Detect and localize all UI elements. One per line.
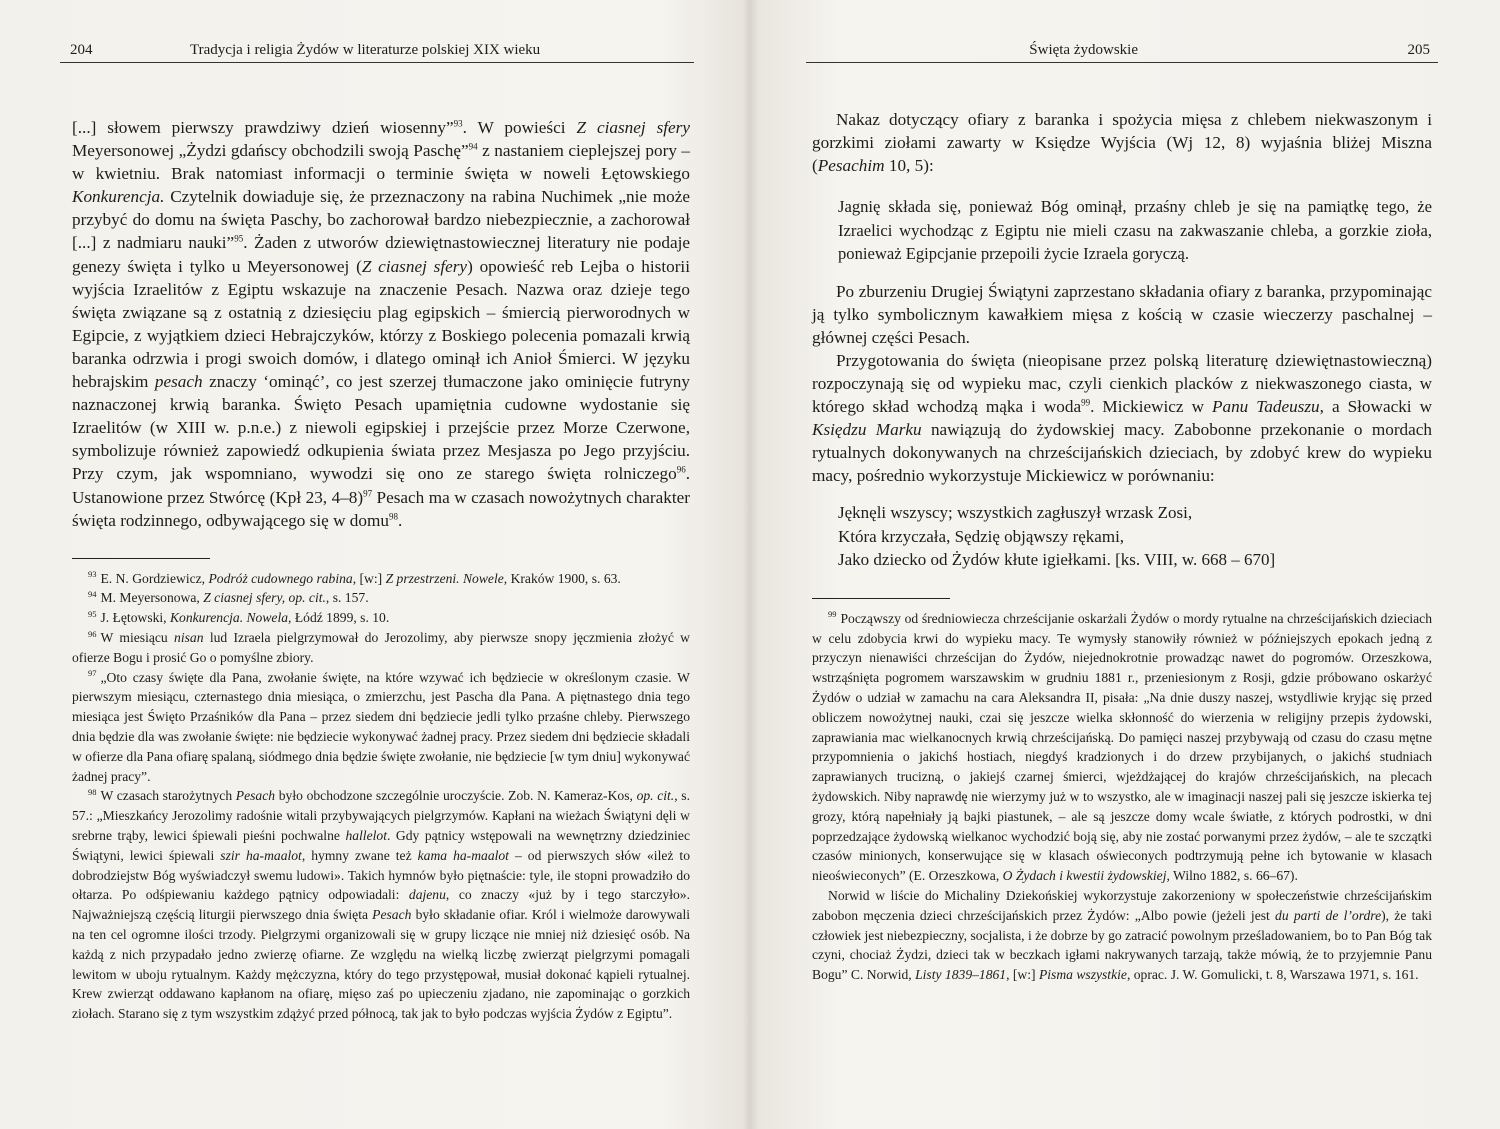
italic-text: O Żydach i kwestii żydowskiej <box>1002 868 1167 884</box>
text-run: znaczy ‘ominąć’, co jest szerzej tłumaczone jako ominięcie futryny naznaczonej krwią baranka. Święto Pesach upamiętnia cudowne wydostanie się Izraelitów (w XIII w. p.n.e.) z niewoli egipskiej i przejście przez Morze Czerwone, symbolizuje również zapowiedź odkupienia świata przez Mesjasza po Jego przyjściu. Przy czym, jak wspomniano, wywodzi się ono ze starego święta rolniczego <box>72 372 690 484</box>
page-number: 205 <box>1407 42 1430 58</box>
italic-text: nisan <box>174 630 204 646</box>
italic-text: hallelot <box>345 828 387 844</box>
italic-text: Z ciasnej sfery, op. cit. <box>203 590 326 606</box>
text-run: . W powieści <box>462 118 577 137</box>
footnote-separator <box>812 598 950 599</box>
italic-text: Pesachim <box>817 156 885 176</box>
text-run: . Ustanowione przez Stwórcę (Kpł 23, 4–8) <box>72 464 690 507</box>
italic-text: Pesach <box>372 907 412 923</box>
italic-text: Pesach <box>235 788 276 804</box>
footnote-number: 97 <box>88 668 97 679</box>
running-head-title: Tradycja i religia Żydów w literaturze polskiej XIX wieku <box>190 42 541 58</box>
italic-text: op. cit. <box>636 788 675 804</box>
footnote <box>72 588 690 608</box>
footnote-ref: 94 <box>468 141 478 152</box>
italic-text: pesach <box>154 372 203 392</box>
text-run: W czasach starożytnych <box>100 788 236 804</box>
text-run: z nastaniem cieplejszej pory – w kwietniu. Brak natomiast informacji o terminie święta w noweli Łętowskiego <box>72 141 690 184</box>
text-run: , Wilno 1882, s. 66–67). <box>1166 868 1298 884</box>
text-run: ) opowieść reb Lejba o historii wyjścia Izraelitów z Egiptu wskazuje na znaczenie Pesach. Nazwa oraz dzieje tego święta związane są z ostatnią z dziesięciu plag egipskich – śmiercią pierworodnych w Egipcie, z wyjątkiem dzieci Hebrajczyków, którzy z Boskiego polecenia pomazali krwią baranka odrzwia i progi swoich domów, i dlatego ominął ich Anioł Śmierci. W języku hebrajskim <box>72 256 690 392</box>
text-run: W miesiącu <box>100 630 175 646</box>
text-run: nawiązują do żydowskiej macy. Zabobonne przekonanie o mordach rytualnych dokonywanych na chrześcijańskich dzieciach, by zdobyć krew do wypieku macy, pośrednio wykorzystuje Mickiewicz w porównaniu: <box>812 420 1432 486</box>
footnote-ref: 99 <box>1081 397 1091 408</box>
italic-text: Z przestrzeni. Nowele <box>385 570 504 586</box>
italic-text: dajenu <box>408 887 446 903</box>
text-run: , s. 57.: „Mieszkańcy Jerozolimy radośnie witali przybywających pielgrzymów. Kapłani na wieżach Świątyni dęli w srebrne trąby, lewici śpiewali pieśni pochwalne <box>72 788 690 844</box>
text-run: było składanie ofiar. Król i wielmoże darowywali na ten cel ogromne ilości trzody. Pielgrzymi organizowali się w grupy liczące nie mniej niż dziesięć osób. Na każdą z nich przypadało jedno zwierzę ofiarne. Ze względu na wielką liczbę zwierząt pielgrzymi pomagali lewitom w uboju rytualnym. Każdy mężczyzna, który do tego przystępował, musiał dokonać kąpieli rytualnej. Krew zwierząt oddawano kapłanom na ofiarę, mięso zaś po upieczeniu zjadano, nie zapominając o gorzkich ziołach. Starano się z tym wszystkim zdążyć przed północą, tak jak to było podczas wyjścia Żydów z Egiptu”. <box>72 907 690 1022</box>
text-run: [...] słowem pierwszy prawdziwy dzień wiosenny” <box>72 118 454 137</box>
footnote <box>72 569 690 589</box>
italic-text: szir ha-maalot <box>220 847 302 863</box>
italic-text: kama ha-maalot <box>417 847 509 863</box>
verse-line: Jako dziecko od Żydów kłute igiełkami. [ks. VIII, w. 668 – 670] <box>838 550 1276 570</box>
footnote-ref: 93 <box>453 118 463 129</box>
footnote-number: 95 <box>88 608 97 619</box>
text-run: , Łódź 1899, s. 10. <box>288 610 390 626</box>
text-run: 10, 5): <box>884 156 934 176</box>
italic-text: Podróż cudownego rabina <box>208 570 353 586</box>
text-run: , hymny zwane też <box>301 847 418 863</box>
text-run: Przygotowania do święta (nieopisane przez polską literaturę dziewiętnastowieczną) rozpoczynają się od wypieku mac, czyli cienkich placków z niekwaszonego ciasta, w którego skład wchodzą mąka i woda <box>812 350 1432 416</box>
footnote <box>72 628 690 668</box>
text-run: lud Izraela pielgrzymował do Jerozolimy, aby pierwsze snopy jęczmienia złożyć w ofierze Bogu i prosić Go o pomyślne zbiory. <box>72 630 690 665</box>
italic-text: du parti de l’ordre <box>1275 907 1382 923</box>
text-run: , s. 157. <box>325 590 369 606</box>
footnote-number: 93 <box>88 569 97 580</box>
paragraph <box>72 116 690 532</box>
paragraph <box>812 108 1432 177</box>
text-run: Począwszy od średniowiecza chrześcijanie oskarżali Żydów o mordy rytualne na chrześcijańskich dzieciach w celu zdobycia krwi do wypieku macy. Te wymysły stanowiły również w późniejszych epokach jedną z przyczyn nienawiści chrześcijan do Żydów, niejednokrotnie prowadząc nawet do pogromów. Orzeszkowa, wstrząśnięta pogromem warszawskim w grudniu 1881 r., przeniesionym z Rosji, gdzie próbowano oskarżyć Żydów o udział w zamachu na cara Aleksandra II, pisała: „Na dnie duszy naszej, wstydliwie kryjąc się przed obliczem nowożytnej nauki, czai się jeszcze wielka skłonność do wierzenia w religijny przepis żydowski, zaprawiania mac wielkanocnych krwią chrześcijańską. Do pamięci naszej przybywają od czasu do czasu mętne przypomnienia o jakichś hostiach, niegdyś kradzionych i do drzew przybijanych, o jakichś studniach zaprawianych trucizną, o jakiejś czarnej śmierci, wjeżdżającej do krajów chrześcijańskich, na plecach żydowskich. Niby naprawdę nie wierzymy już w to wszystko, ale w imaginacji naszej pali się jeszcze iskierka tej grozy, którą napełniały ją bajki piastunek, – ale są jeszcze domy wcale światłe, z których podrostki, w dni poprzedzające żydowską wielkanoc wychodzić boją się, aby nie zostać porwanymi przez żydów, – ale te szczątki czasów minionych, konserwujące się w klasach oświeconych podtrzymują pełne ich bytowanie w klasach nieoświeconych” (E. Orzeszkowa, <box>812 610 1432 884</box>
italic-text: Panu Tadeuszu <box>1212 396 1320 416</box>
text-run: . <box>397 510 403 530</box>
footnote <box>72 608 690 628</box>
footnote-number: 98 <box>88 786 97 797</box>
paragraph <box>812 349 1432 488</box>
page-body <box>812 108 1432 985</box>
text-run: M. Meyersonowa, <box>100 590 204 606</box>
text-run: , oprac. J. W. Gomulicki, t. 8, Warszawa 1971, s. 161. <box>1126 967 1419 983</box>
italic-text: Konkurencja. <box>72 187 165 207</box>
footnotes <box>812 609 1432 985</box>
text-run: było obchodzone szczególnie uroczyście. Zob. N. Kameraz-Kos, <box>275 788 637 804</box>
italic-text: Księdzu Marku <box>812 420 922 440</box>
text-run: Pesach ma w czasach nowożytnych charakter święta rodzinnego, odbywającego się w domu <box>72 487 690 530</box>
verse-line: Która krzyczała, Sędzię objąwszy rękami, <box>838 526 1125 546</box>
italic-text: Pisma wszystkie <box>1038 967 1127 983</box>
running-head <box>806 40 1438 63</box>
footnote-number: 96 <box>88 628 97 639</box>
verse-quote <box>838 501 1432 572</box>
text-run: ), że taki człowiek jest niebezpieczny, socjalista, i że dobrze by go zatracić powolnym prześladowaniem, bo to Pan Bóg tak czyni, chociaż Żydzi, dzieci tak w beczkach igłami nakrywanych tarzają, także mówią, że to przyjemnie Panu Bogu” C. Norwid, <box>812 907 1432 983</box>
text-run: – od pierwszych słów «ileż to dobrodziejstw Bóg wyświadczył swemu ludowi». Takich hymnów było piętnaście: tyle, ile stopni prowadziło do ołtarza. Po odśpiewaniu każdego pątnicy odpowiadali: <box>72 847 691 903</box>
footnote-ref: 97 <box>363 487 373 498</box>
running-head <box>60 40 694 63</box>
footnote-separator <box>72 558 210 559</box>
running-head-title: Święta żydowskie <box>1029 42 1138 58</box>
text-run: . Żaden z utworów dziewiętnastowiecznej literatury nie podaje genezy święta i tylko u Meyersonowej ( <box>72 233 691 276</box>
footnote-ref: 96 <box>676 464 686 475</box>
text-run: „Oto czasy święte dla Pana, zwołanie święte, na które wzywać ich będziecie w określonym czasie. W pierwszym miesiącu, czternastego dnia miesiąca, o zmierzchu, jest Pascha dla Pana. A piętnastego dnia tego miesiąca jest Święto Przaśników dla Pana – przez siedem dni będziecie jedli tylko przaśne chleby. Pierwszego dnia będzie dla was zwołanie święte: nie będziecie wykonywać żadnej pracy. Przez siedem dni będziecie składali w ofierze dla Pana ofiarę spalaną, siódmego dnia będzie święte zwołanie, nie będziecie [w tym dniu] wykonywać żadnej pracy”. <box>72 669 690 784</box>
paragraph <box>812 280 1432 349</box>
text-run: Norwid w liście do Michaliny Dziekońskiej wykorzystuje zakorzeniony w społeczeństwie chrześcijańskim zabobon męczenia dzieci chrześcijańskich przez Żydów: „Albo powie (jeżeli jest <box>812 888 1432 923</box>
italic-text: Konkurencja. Nowela <box>169 610 289 626</box>
page-number: 204 <box>70 42 93 58</box>
footnote-number: 99 <box>828 609 837 620</box>
text-run: E. N. Gordziewicz, <box>100 570 209 586</box>
text-run: , [w:] <box>352 570 386 586</box>
block-quote: Jagnię składa się, ponieważ Bóg ominął, przaśny chleb je się na pamiątkę tego, że Izraelici wychodząc z Egiptu nie mieli czasu na zakwaszanie chleba, a gorzkie zioła, ponieważ Egipcjanie przepoili życie Izraela goryczą. <box>838 197 1432 264</box>
text-run: , Kraków 1900, s. 63. <box>503 570 621 586</box>
text-run: Po zburzeniu Drugiej Świątyni zaprzestano składania ofiary z baranka, przypominając ją tylko symbolicznym kawałkiem mięsa z kością w czasie wieczerzy paschalnej – głównej części Pesach. <box>812 281 1432 347</box>
text-run: Meyersonowej „Żydzi gdańscy obchodzili swoją Paschę” <box>72 141 469 161</box>
footnote-ref: 98 <box>388 510 398 521</box>
verse-line: Jęknęli wszyscy; wszystkich zagłuszył wrzask Zosi, <box>838 503 1193 523</box>
footnote-number: 94 <box>88 588 97 599</box>
footnote <box>72 668 690 787</box>
text-run: Nakaz dotyczący ofiary z baranka i spożycia mięsa z chlebem niekwaszonym i gorzkimi ziołami zawarty w Księdze Wyjścia (Wj 12, 8) wyjaśnia bliżej Miszna ( <box>812 110 1432 176</box>
italic-text: Z ciasnej sfery <box>361 256 468 276</box>
italic-text: Z ciasnej sfery <box>576 118 690 137</box>
page-body <box>72 116 690 1024</box>
text-run: Czytelnik dowiaduje się, że przeznaczony na rabina Nuchimek „nie może przybyć do domu na święta Paschy, bo zachorował bardzo niebezpiecznie, a zachorował [...] z nadmiaru nauki” <box>72 187 690 253</box>
footnote <box>812 886 1432 985</box>
footnotes <box>72 569 690 1024</box>
text-run: , [w:] <box>1006 967 1039 983</box>
text-run: , a Słowacki w <box>1319 396 1432 416</box>
right-page <box>806 0 1438 1129</box>
left-page <box>60 0 694 1129</box>
footnote <box>72 786 690 1024</box>
text-run: J. Łętowski, <box>100 610 170 626</box>
footnote-ref: 95 <box>234 233 244 244</box>
footnote <box>812 609 1432 886</box>
italic-text: Listy 1839–1861 <box>915 967 1007 983</box>
text-run: . Mickiewicz w <box>1090 396 1212 416</box>
text-run: . Gdy pątnicy wstępowali na wewnętrzny dziedziniec Świątyni, lewici śpiewali <box>72 828 690 863</box>
text-run: , co znaczy «już by i tego starczyło». Najważniejszą częścią liturgii pierwszego dnia święta <box>72 887 690 923</box>
